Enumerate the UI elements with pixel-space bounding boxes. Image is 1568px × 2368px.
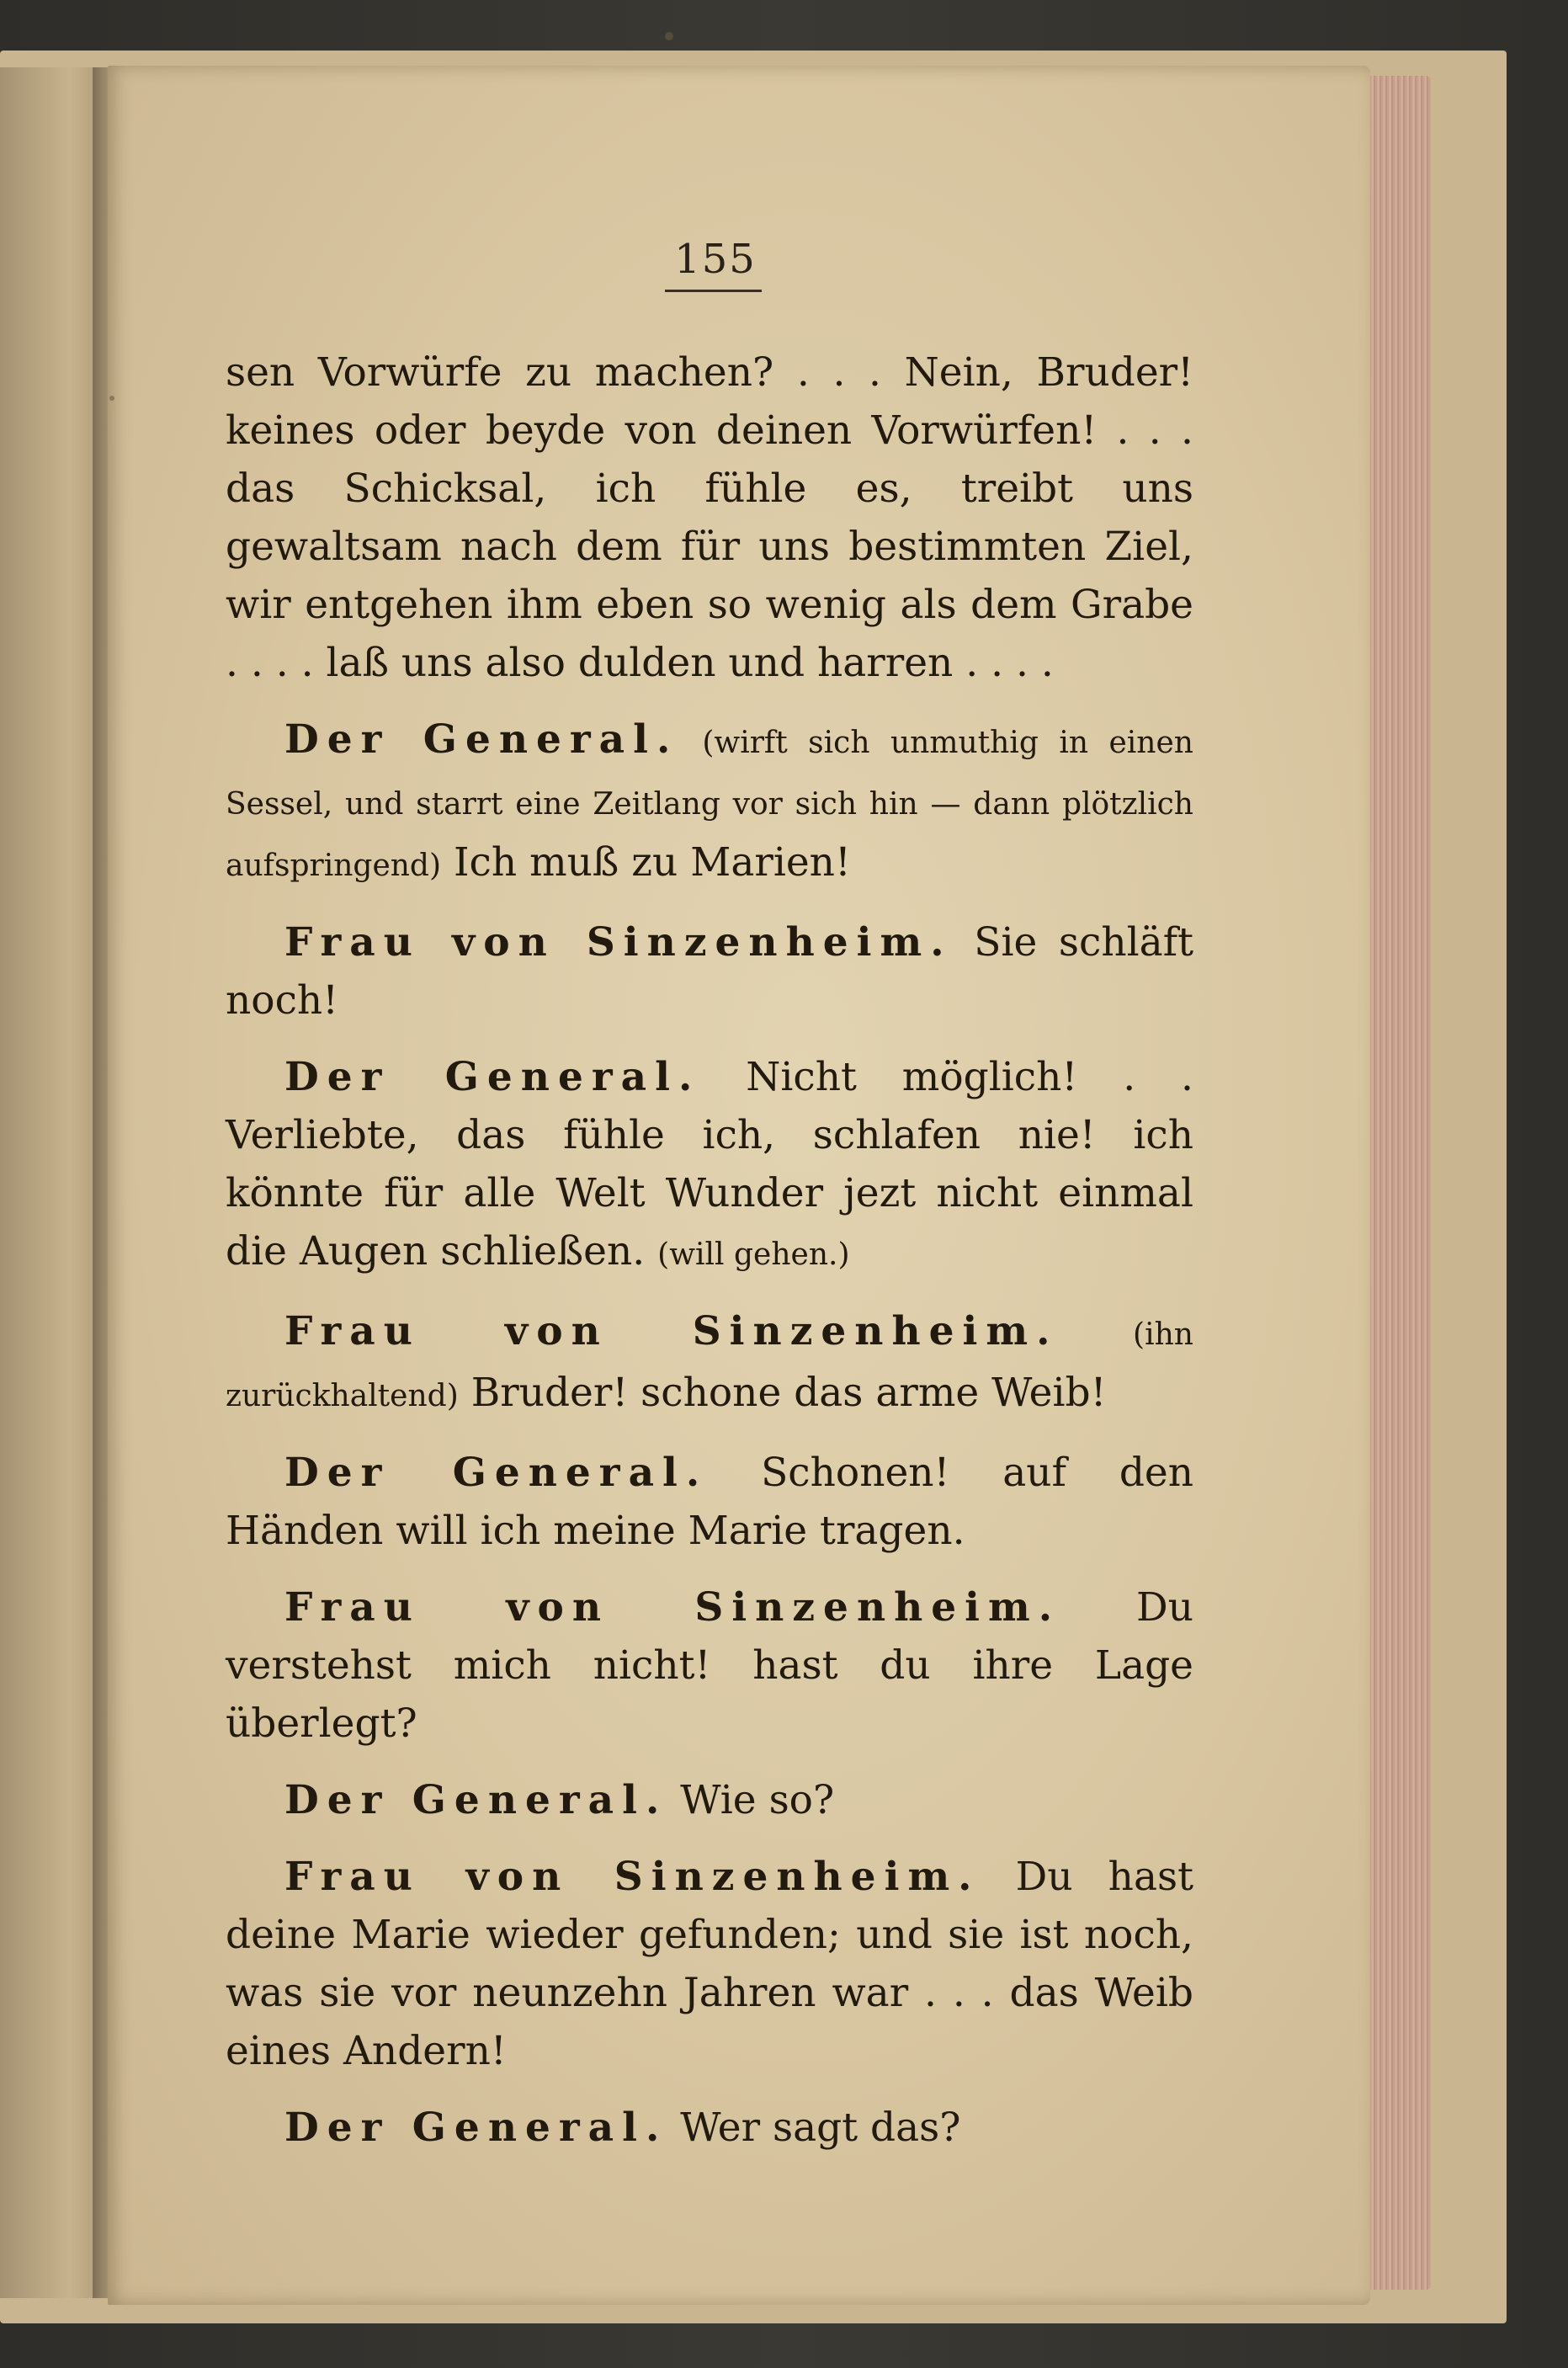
dialogue-text: Du verstehst mich nicht! hast du ihre Lage überlegt?: [226, 1584, 1193, 1747]
dialogue-text: Sie schläft noch!: [226, 919, 1193, 1024]
stage-direction: (wirft sich unmuthig in einen Sessel, und starrt eine Zeitlang vor sich hin — dann plötzlich aufspringend): [226, 726, 1193, 883]
left-page-edge: [0, 67, 99, 2298]
dialogue-line: [226, 710, 1193, 895]
dialogue-line: [226, 1302, 1193, 1425]
paragraph-text: sen Vorwürfe zu machen? . . . Nein, Bruder! keines oder beyde von deinen Vorwürfen! . . . das Schicksal, ich fühle es, treibt uns gewaltsam nach dem für uns bestimmten Ziel, wir entgehen ihm eben so wenig als dem Grabe . . . . laß uns also dulden und harren . . . .: [226, 349, 1193, 686]
dialogue-text: Ich muß zu Marien!: [453, 839, 851, 886]
speaker-name: Der General.: [284, 1777, 668, 1823]
page-number-rule: [665, 290, 762, 292]
dialogue-line: [226, 1848, 1193, 2080]
dialogue-line: [226, 1771, 1193, 1829]
dialogue-line: [226, 913, 1193, 1030]
speaker-name: Der General.: [284, 716, 679, 763]
speaker-name: Der General.: [284, 1054, 701, 1100]
speaker-name: Der General.: [284, 1450, 709, 1496]
dialogue-text: Du hast deine Marie wieder gefunden; und sie ist noch, was sie vor neunzehn Jahren war . . . das Weib eines Andern!: [226, 1854, 1193, 2074]
dialogue-text: Nicht möglich! . . Verliebte, das fühle ich, schlafen nie! ich könnte für alle Welt Wunder jezt nicht einmal die Augen schließen.: [226, 1054, 1193, 1274]
dialogue-line: [226, 1578, 1193, 1753]
page-text: [226, 343, 1193, 2175]
dialogue-text: Wer sagt das?: [680, 2105, 961, 2151]
page-edges: [1370, 76, 1431, 2290]
dialogue-line: [226, 1444, 1193, 1560]
paper-spot: [109, 396, 114, 401]
dialogue-text: Schonen! auf den Händen will ich meine Marie tragen.: [226, 1450, 1193, 1554]
speaker-name: Frau von Sinzenheim.: [284, 1308, 1059, 1354]
dialogue-text: Wie so?: [680, 1777, 835, 1823]
dialogue-line: [226, 1048, 1193, 1284]
dialogue-text: Bruder! schone das arme Weib!: [470, 1370, 1107, 1416]
speaker-name: Frau von Sinzenheim.: [284, 1584, 1061, 1631]
speaker-name: Frau von Sinzenheim.: [284, 1854, 981, 1900]
paper-spot: [665, 32, 673, 40]
speaker-name: Der General.: [284, 2105, 668, 2151]
stage-direction: (will gehen.): [657, 1237, 850, 1272]
paragraph: [226, 343, 1193, 692]
page-number: 155: [674, 236, 757, 283]
speaker-name: Frau von Sinzenheim.: [284, 919, 953, 966]
stage-direction: (ihn zurückhaltend): [226, 1317, 1193, 1413]
dialogue-line: [226, 2099, 1193, 2157]
